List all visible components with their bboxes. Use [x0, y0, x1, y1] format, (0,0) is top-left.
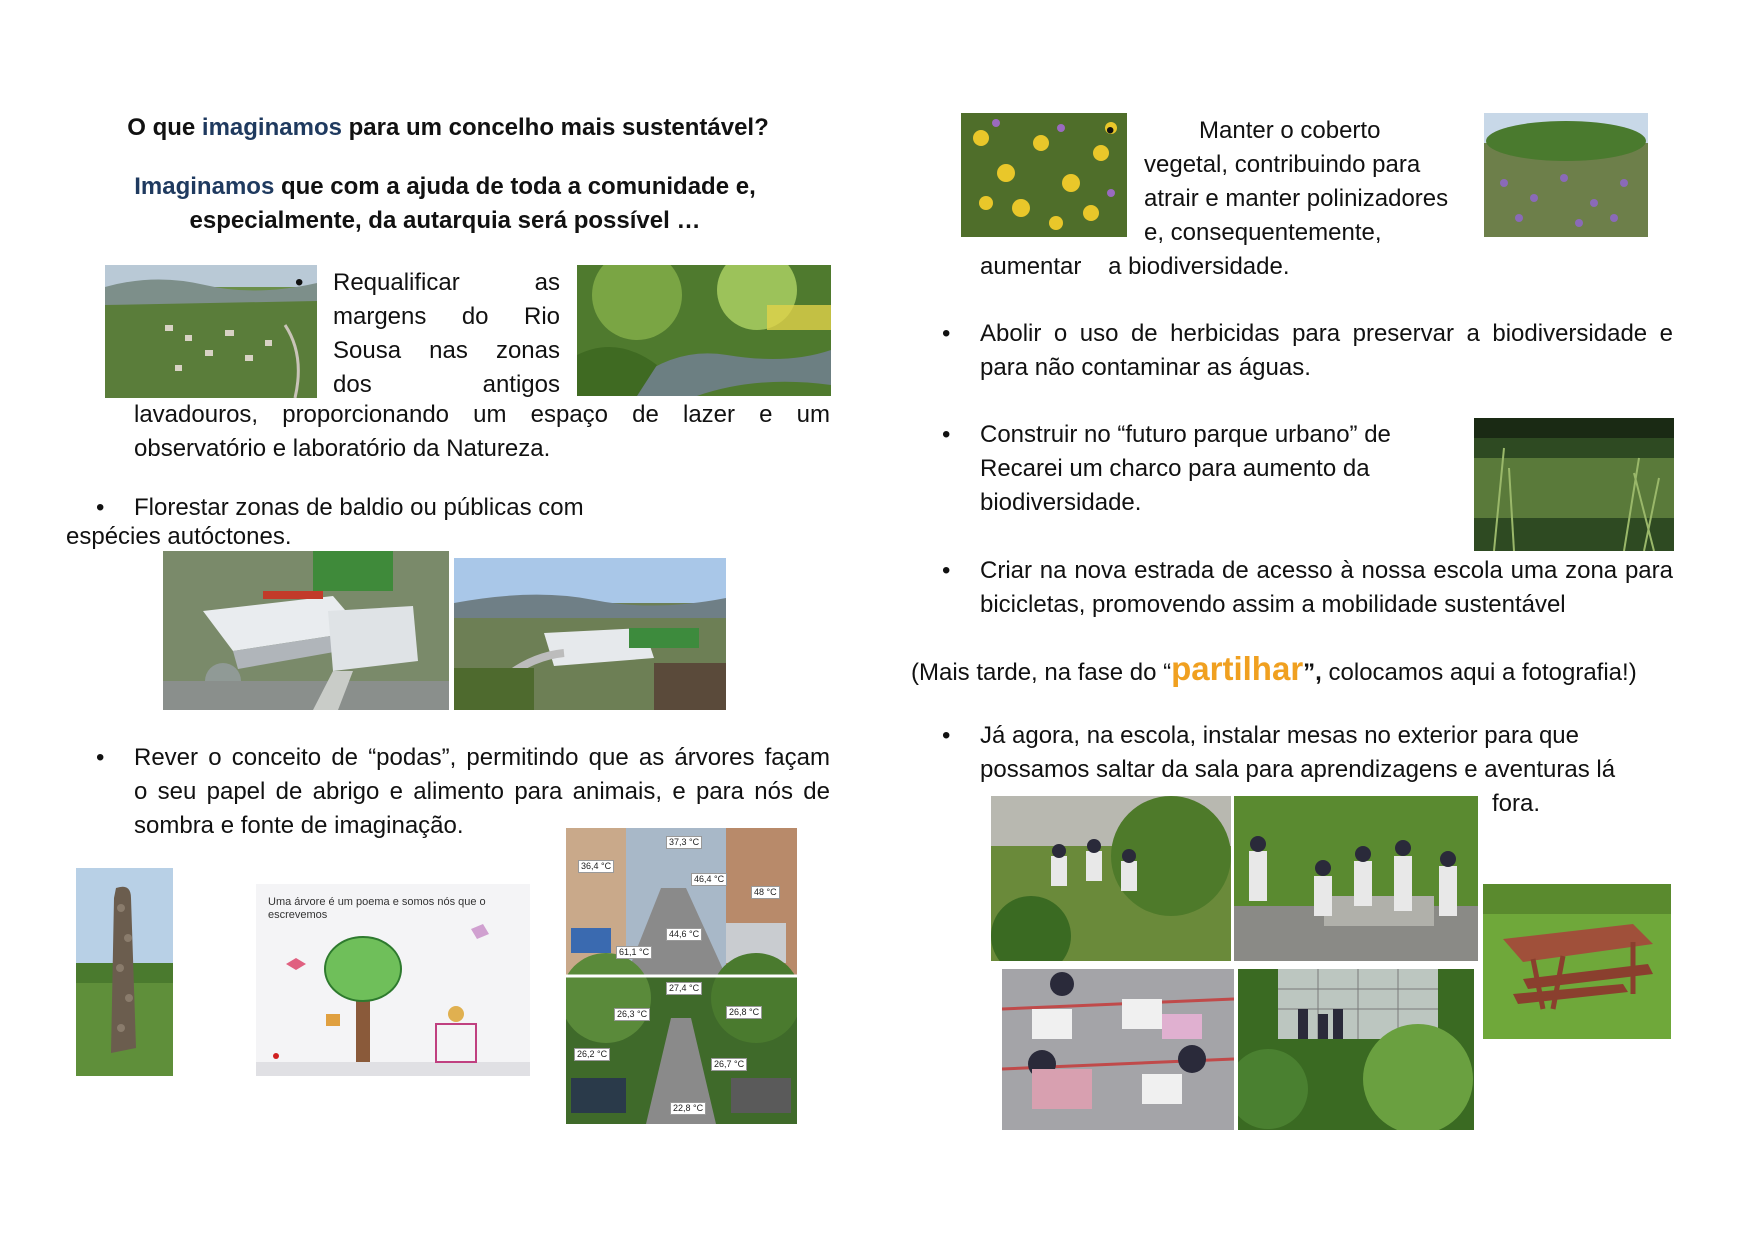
- requalify-riverbanks-item: • Requalificar as margens do Rio Sousa nas zonas dos antigos: [333, 266, 560, 402]
- share-note: (Mais tarde, na fase do “partilhar”, colocamos aqui a fotografia!): [911, 650, 1637, 687]
- reforest-item-continuation: espécies autóctones.: [66, 523, 292, 550]
- temp-label: 44,6 °C: [666, 928, 702, 941]
- reforest-item: • Florestar zonas de baldio ou públicas com: [134, 491, 754, 525]
- share-highlight: partilhar: [1171, 650, 1304, 687]
- yellow-flowers-photo: [961, 113, 1127, 237]
- temp-label: 27,4 °C: [666, 982, 702, 995]
- temp-label: 26,2 °C: [574, 1048, 610, 1061]
- river-photo: [577, 265, 831, 396]
- tree-poem-drawing: [256, 884, 530, 1076]
- aerial-village-photo: [105, 265, 317, 398]
- students-outdoor-photo-2: [1234, 796, 1478, 961]
- outdoor-tables-continuation: fora.: [1492, 790, 1541, 817]
- school-aerial-photo-2: [454, 558, 726, 710]
- temp-label: 26,8 °C: [726, 1006, 762, 1019]
- temp-label: 26,7 °C: [711, 1058, 747, 1071]
- temp-label: 61,1 °C: [616, 946, 652, 959]
- street-temperature-photo: [566, 828, 797, 1124]
- page-title: O que imaginamos para um concelho mais sustentável?: [127, 114, 769, 141]
- students-outdoor-photo-1: [991, 796, 1231, 961]
- subtitle: Imaginamos que com a ajuda de toda a comunidade e, especialmente, da autarquia será possível …: [134, 173, 756, 234]
- drawing-caption: Uma árvore é um poema e somos nós que o escrevemos: [268, 896, 486, 921]
- students-outdoor-photo-3: [1002, 969, 1234, 1130]
- pruning-concept-item: • Rever o conceito de “podas”, permitindo que as árvores façam o seu papel de abrigo e alimento para animais, e para nós de sombra e fonte de imaginação.: [134, 741, 830, 843]
- meadow-photo: [1484, 113, 1648, 237]
- temp-label: 46,4 °C: [691, 873, 727, 886]
- item1-continuation-line2: observatório e laboratório da Natureza.: [134, 435, 551, 462]
- temp-label: 36,4 °C: [578, 860, 614, 873]
- maintain-vegetation-item: • Manter o coberto vegetal, contribuindo para atrair e manter polinizadores e, consequentemente,: [1144, 114, 1474, 250]
- temp-label: 26,3 °C: [614, 1008, 650, 1021]
- temp-label: 48 °C: [751, 886, 780, 899]
- temp-label: 22,8 °C: [670, 1102, 706, 1115]
- build-pond-item: • Construir no “futuro parque urbano” de Recarei um charco para aumento da biodiversidade.: [980, 418, 1450, 520]
- item1-continuation-line1: lavadouros, proporcionando um espaço de lazer e um: [134, 401, 830, 428]
- outdoor-tables-item: • Já agora, na escola, instalar mesas no exterior para que possamos saltar da sala para aprendizagens e aventuras lá: [980, 719, 1673, 787]
- students-outdoor-photo-4: [1238, 969, 1474, 1130]
- abolish-herbicides-item: • Abolir o uso de herbicidas para preservar a biodiversidade e para não contaminar as águas.: [980, 317, 1673, 385]
- school-aerial-photo-1: [163, 551, 449, 710]
- temp-label: 37,3 °C: [666, 836, 702, 849]
- maintain-vegetation-continuation: aumentar a biodiversidade.: [980, 253, 1290, 280]
- pond-photo: [1474, 418, 1674, 551]
- pruned-tree-photo: [76, 868, 173, 1076]
- bike-lane-item: • Criar na nova estrada de acesso à nossa escola uma zona para bicicletas, promovendo assim a mobilidade sustentável: [980, 554, 1673, 622]
- picnic-table-photo: [1483, 884, 1671, 1039]
